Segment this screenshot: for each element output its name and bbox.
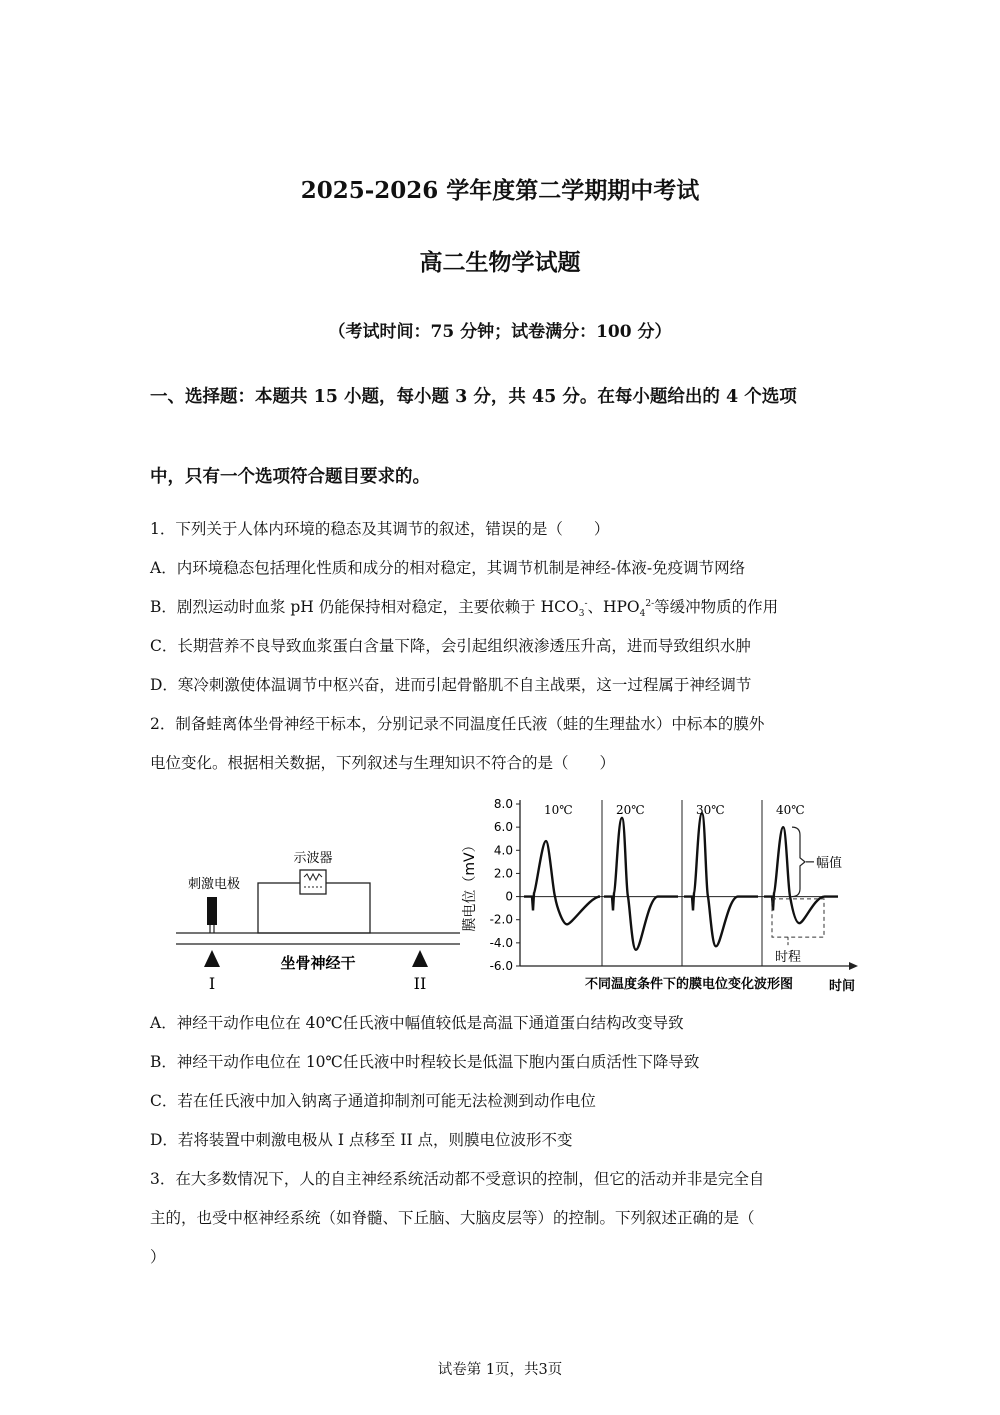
q3-stem-line1: 3．在大多数情况下，人的自主神经系统活动都不受意识的控制，但它的活动并非是完全自 [150,1170,765,1188]
section-heading-line2: 中，只有一个选项符合题目要求的。 [150,467,430,487]
q1-option-c: C．长期营养不良导致血浆蛋白含量下降，会引起组织液渗透压升高，进而导致组织水肿 [150,637,751,655]
q2-option-d: D．若将装置中刺激电极从 I 点移至 II 点，则膜电位波形不变 [150,1131,573,1149]
q1-option-a: A．内环境稳态包括理化性质和成分的相对稳定，其调节机制是神经-体液-免疫调节网络 [150,559,746,577]
amplitude-label: 幅值 [816,855,843,871]
series-line-40℃ [764,827,838,923]
membrane-potential-chart [460,790,865,1000]
y-tick-label: 6.0 [493,820,513,835]
q2-stem-line2: 电位变化。根据相关数据，下列叙述与生理知识不符合的是（ ） [150,754,616,772]
q1-option-b-sub2: 4 [639,609,646,620]
series-label: 20℃ [616,803,645,817]
y-tick-label: -6.0 [489,959,513,973]
y-tick-label: 4.0 [493,843,513,858]
series-label: 30℃ [696,803,725,817]
chart-x-axis-arrow-icon [849,962,858,970]
electrode-label: 刺激电极 [187,877,241,892]
q2-option-b: B．神经干动作电位在 10℃任氏液中时程较长是低温下胞内蛋白质活性下降导致 [150,1053,700,1071]
chart-y-axis-label: 膜电位（mV） [462,838,478,932]
point-i-label: I [208,974,216,993]
q1-option-b-text2: 、HPO [587,598,640,616]
section-heading-line1: 一、选择题：本题共 15 小题，每小题 3 分，共 45 分。在每小题给出的 4 个选项 [150,387,797,407]
q3-stem-line3: ） [150,1248,166,1266]
q1-option-b-sup2: 2- [645,598,655,609]
series-line-10℃ [524,841,600,924]
q1-option-d: D．寒冷刺激使体温调节中枢兴奋，进而引起骨骼肌不自主战栗，这一过程属于神经调节 [150,676,752,694]
nerve-label: 坐骨神经干 [280,954,356,972]
y-tick-label: 8.0 [493,797,513,811]
series-label: 40℃ [776,803,805,817]
y-tick-label: 0 [505,889,513,904]
chart-y-ticks [490,797,520,973]
duration-label: 时程 [774,950,802,966]
amplitude-brace [792,827,805,896]
chart-x-axis-label: 时间 [828,979,856,994]
q2-option-c: C．若在任氏液中加入钠离子通道抑制剂可能无法检测到动作电位 [150,1092,596,1110]
y-tick-label: -2.0 [489,912,513,927]
page-footer: 试卷第 1页，共3页 [437,1362,563,1378]
q3-stem-line2: 主的，也受中枢神经系统（如脊髓、下丘脑、大脑皮层等）的控制。下列叙述正确的是（ [150,1209,755,1227]
oscilloscope-label: 示波器 [293,851,333,866]
q1-option-b-text1: B．剧烈运动时血浆 pH 仍能保持相对稳定，主要依赖于 HCO [150,598,579,616]
subject-title: 高二生物学试题 [419,249,581,276]
exam-title: 2025-2026 学年度第二学期期中考试 [300,177,700,204]
q1-option-b-sup1: - [584,598,588,609]
stimulus-electrode-icon [207,897,217,925]
chart-series [524,803,838,950]
point-ii-label: II [413,974,427,993]
series-line-20℃ [604,818,678,950]
q1-option-b-text3: 等缓冲物质的作用 [654,598,779,616]
point-ii-arrow-icon [412,950,428,967]
q2-stem-line1: 2．制备蛙离体坐骨神经干标本，分别记录不同温度任氏液（蛙的生理盐水）中标本的膜外 [150,715,765,733]
y-tick-label: 2.0 [493,866,513,881]
q2-option-a: A．神经干动作电位在 40℃任氏液中幅值较低是高温下通道蛋白结构改变导致 [150,1014,684,1032]
exam-info: （考试时间：75 分钟；试卷满分：100 分） [328,322,672,342]
y-tick-label: -4.0 [489,935,513,950]
q1-stem: 1．下列关于人体内环境的稳态及其调节的叙述，错误的是（ ） [150,520,610,538]
point-i-arrow-icon [204,950,220,967]
series-line-30℃ [684,813,758,946]
q1-option-b-sub1: 3 [578,609,585,620]
q1-option-b [150,595,860,620]
nerve-apparatus-diagram [170,790,460,1000]
duration-box [772,899,824,937]
chart-title: 不同温度条件下的膜电位变化波形图 [584,977,794,992]
series-label: 10℃ [544,803,573,817]
